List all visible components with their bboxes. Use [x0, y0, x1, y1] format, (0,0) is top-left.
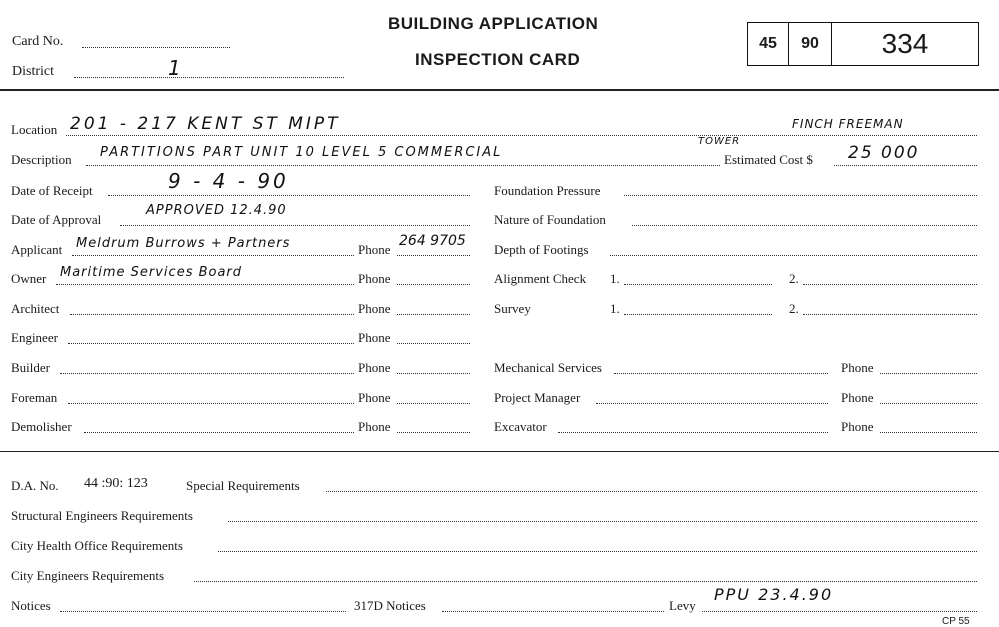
engineer-field[interactable] — [68, 343, 354, 344]
notices-field[interactable] — [60, 611, 346, 612]
builder-phone-label: Phone — [358, 360, 391, 375]
special-req-label: Special Requirements — [186, 478, 300, 493]
applicant-phone-field[interactable] — [397, 255, 470, 256]
card-no-field[interactable] — [82, 47, 230, 48]
survey-label: Survey — [494, 301, 531, 316]
header-divider — [0, 89, 999, 91]
architect-phone-label: Phone — [358, 301, 391, 316]
location-label: Location — [11, 122, 58, 137]
applicant-phone-label: Phone — [358, 242, 391, 257]
title-line1: BUILDING APPLICATION — [388, 14, 599, 33]
box-90: 90 — [788, 22, 832, 66]
notices-317d-label: 317D Notices — [354, 598, 426, 613]
alignment-num2: 2. — [789, 271, 799, 286]
structural-label: Structural Engineers Requirements — [11, 508, 193, 523]
foreman-phone-label: Phone — [358, 390, 391, 405]
location-extra: FINCH FREEMAN — [792, 117, 904, 131]
district-label: District — [12, 64, 54, 79]
excavator-phone-label: Phone — [841, 419, 874, 434]
estimated-cost-value: 25 000 — [848, 143, 920, 163]
description-note: TOWER — [698, 136, 741, 147]
city-health-field[interactable] — [218, 551, 977, 552]
date-approval-field[interactable] — [120, 225, 470, 226]
footer-code: CP 55 — [942, 616, 970, 627]
project-manager-phone-label: Phone — [841, 390, 874, 405]
mechanical-phone-field[interactable] — [880, 373, 977, 374]
special-req-field[interactable] — [326, 491, 977, 492]
box-45: 45 — [747, 22, 789, 66]
title-line2: INSPECTION CARD — [415, 50, 581, 69]
builder-field[interactable] — [60, 373, 354, 374]
card-no-label: Card No. — [12, 34, 64, 49]
structural-field[interactable] — [228, 521, 977, 522]
project-manager-phone-field[interactable] — [880, 403, 977, 404]
levy-field[interactable] — [702, 611, 977, 612]
engineer-phone-field[interactable] — [397, 343, 470, 344]
da-no-value: 44 :90: 123 — [84, 476, 148, 491]
alignment-num1: 1. — [610, 271, 620, 286]
mechanical-phone-label: Phone — [841, 360, 874, 375]
estimated-cost-field[interactable] — [834, 165, 977, 166]
nature-foundation-field[interactable] — [632, 225, 977, 226]
city-engineers-label: City Engineers Requirements — [11, 568, 165, 583]
alignment-field-1[interactable] — [624, 284, 772, 285]
excavator-field[interactable] — [558, 432, 828, 433]
estimated-cost-label: Estimated Cost $ — [724, 152, 813, 167]
city-engineers-field[interactable] — [194, 581, 977, 582]
architect-field[interactable] — [70, 314, 354, 315]
demolisher-field[interactable] — [84, 432, 354, 433]
excavator-phone-field[interactable] — [880, 432, 977, 433]
description-value: PARTITIONS PART UNIT 10 LEVEL 5 COMMERCIAL — [100, 145, 503, 160]
district-value: 1 — [168, 56, 182, 80]
district-field[interactable] — [74, 77, 344, 78]
demolisher-phone-label: Phone — [358, 419, 391, 434]
nature-foundation-label: Nature of Foundation — [494, 212, 606, 227]
project-manager-label: Project Manager — [494, 390, 581, 405]
demolisher-label: Demolisher — [11, 419, 72, 434]
date-approval-value: APPROVED 12.4.90 — [146, 203, 287, 218]
architect-phone-field[interactable] — [397, 314, 470, 315]
owner-phone-field[interactable] — [397, 284, 470, 285]
levy-value: PPU 23.4.90 — [714, 585, 834, 604]
location-value: 201 - 217 KENT ST MIPT — [70, 114, 341, 134]
architect-label: Architect — [11, 301, 60, 316]
survey-num1: 1. — [610, 301, 620, 316]
engineer-phone-label: Phone — [358, 330, 391, 345]
owner-field[interactable] — [56, 284, 354, 285]
owner-value: Maritime Services Board — [60, 265, 243, 280]
date-approval-label: Date of Approval — [11, 212, 102, 227]
applicant-field[interactable] — [72, 255, 354, 256]
date-receipt-value: 9 - 4 - 90 — [168, 169, 289, 193]
notices-317d-field[interactable] — [442, 611, 664, 612]
foreman-phone-field[interactable] — [397, 403, 470, 404]
alignment-check-label: Alignment Check — [494, 271, 587, 286]
description-field[interactable] — [86, 165, 720, 166]
owner-label: Owner — [11, 271, 47, 286]
engineer-label: Engineer — [11, 330, 58, 345]
levy-label: Levy — [669, 598, 696, 613]
demolisher-phone-field[interactable] — [397, 432, 470, 433]
applicant-value: Meldrum Burrows + Partners — [76, 236, 291, 251]
survey-num2: 2. — [789, 301, 799, 316]
mechanical-field[interactable] — [614, 373, 828, 374]
date-receipt-field[interactable] — [108, 195, 470, 196]
middle-divider — [0, 451, 999, 452]
survey-field-2[interactable] — [803, 314, 977, 315]
notices-label: Notices — [11, 598, 51, 613]
builder-label: Builder — [11, 360, 50, 375]
alignment-field-2[interactable] — [803, 284, 977, 285]
foreman-label: Foreman — [11, 390, 58, 405]
foreman-field[interactable] — [68, 403, 354, 404]
applicant-phone-value: 264 9705 — [399, 233, 466, 249]
date-receipt-label: Date of Receipt — [11, 183, 93, 198]
depth-footings-label: Depth of Footings — [494, 242, 589, 257]
city-health-label: City Health Office Requirements — [11, 538, 183, 553]
mechanical-label: Mechanical Services — [494, 360, 602, 375]
da-no-label: D.A. No. — [11, 478, 59, 493]
builder-phone-field[interactable] — [397, 373, 470, 374]
location-field[interactable] — [66, 135, 977, 136]
depth-footings-field[interactable] — [610, 255, 977, 256]
foundation-pressure-label: Foundation Pressure — [494, 183, 601, 198]
project-manager-field[interactable] — [596, 403, 828, 404]
survey-field-1[interactable] — [624, 314, 772, 315]
description-label: Description — [11, 152, 72, 167]
foundation-pressure-field[interactable] — [624, 195, 977, 196]
excavator-label: Excavator — [494, 419, 547, 434]
card-number-box: 334 — [831, 22, 979, 66]
applicant-label: Applicant — [11, 242, 63, 257]
owner-phone-label: Phone — [358, 271, 391, 286]
